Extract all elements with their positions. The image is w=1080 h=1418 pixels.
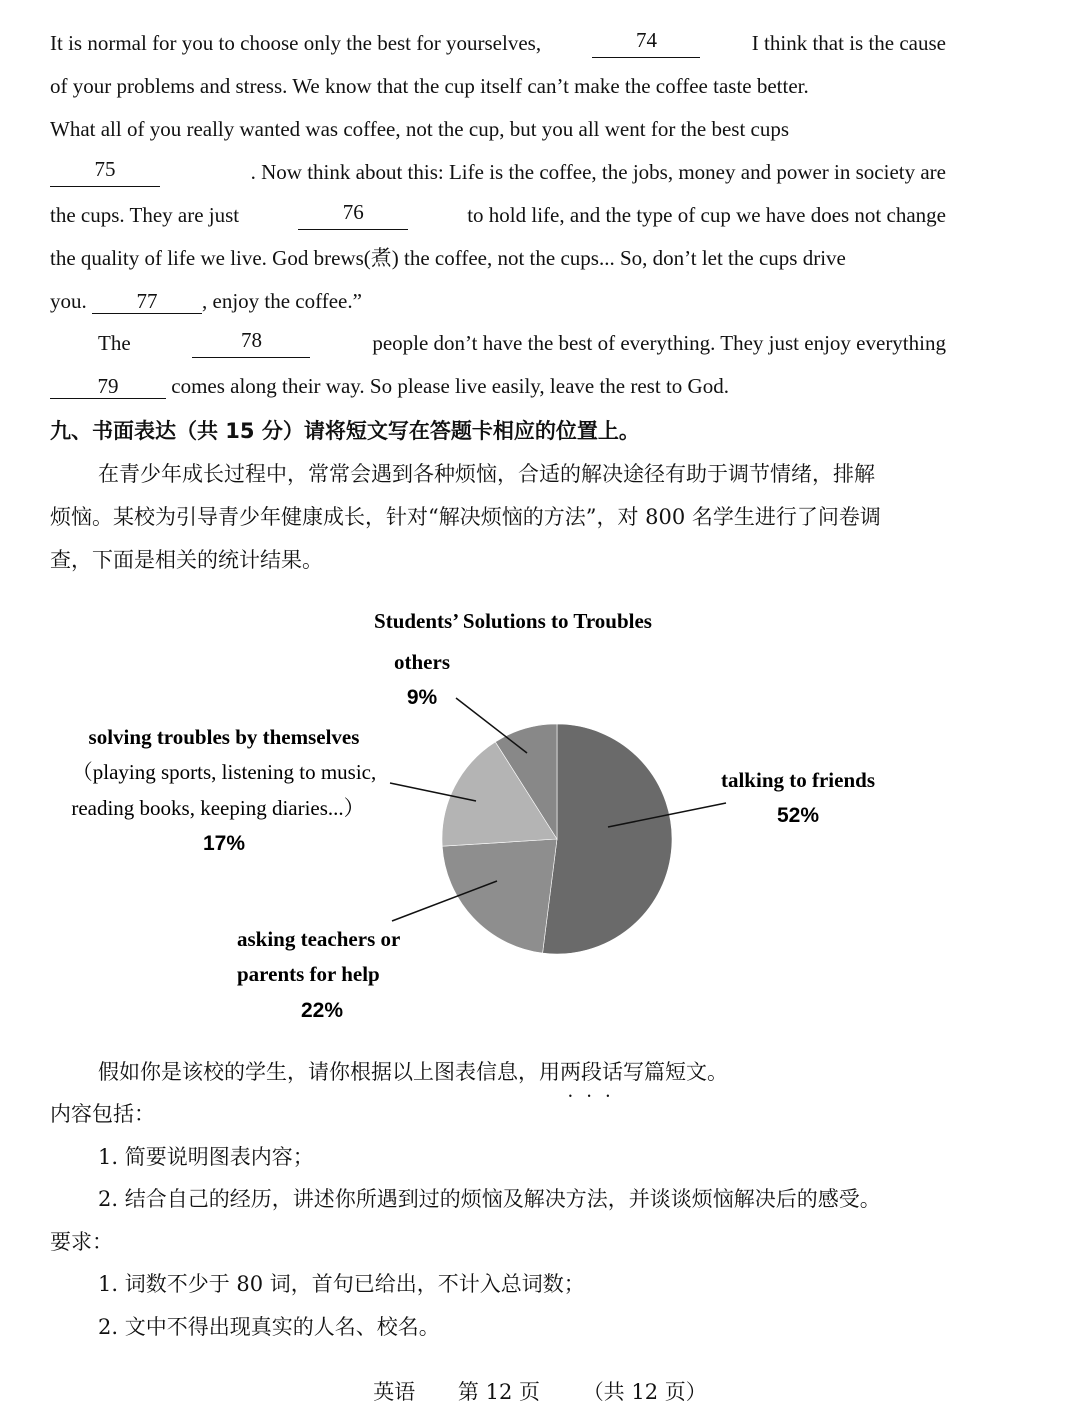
passage-text: What all of you really wanted was coffee, not the cup, but you all went for the best cups <box>50 117 790 141</box>
passage-text: The <box>98 331 131 355</box>
footer-total: （共 12 页） <box>582 1380 707 1404</box>
passage-text: comes along their way. So please live easily, leave the rest to God. <box>171 374 729 398</box>
label-self-line-1: solving troubles by themselves <box>88 725 360 749</box>
blank-78[interactable]: 78 <box>192 328 310 358</box>
requirement-item-1: 1. 词数不少于 80 词，首句已给出，不计入总词数； <box>98 1272 585 1296</box>
passage-text: the quality of life we live. God brews(煮) the coffee, not the cups... So, don’t let the cups drive <box>50 246 846 270</box>
prompt-emphasis: 两段话 ••• <box>560 1060 623 1084</box>
passage-line-7 <box>50 286 946 316</box>
prompt-line <box>98 1057 728 1087</box>
section-heading: 九、书面表达（共 15 分）请将短文写在答题卡相应的位置上。 <box>50 419 640 443</box>
content-item-1: 1. 简要说明图表内容； <box>98 1145 314 1169</box>
passage-line-5 <box>50 200 946 230</box>
footer-page: 第 12 页 <box>457 1380 540 1404</box>
content-item-2: 2. 结合自己的经历，讲述你所遇到过的烦恼及解决方法，并谈谈烦恼解决后的感受。 <box>98 1187 881 1211</box>
blank-76[interactable]: 76 <box>298 200 408 230</box>
pct-friends: 52% <box>776 804 820 827</box>
passage-line-4 <box>50 157 946 187</box>
blank-74[interactable]: 74 <box>592 28 700 58</box>
label-friends: talking to friends <box>720 768 876 792</box>
passage-line-9 <box>50 371 946 401</box>
passage-text: It is normal for you to choose only the best for yourselves, <box>50 31 542 55</box>
passage-line-1 <box>50 28 946 58</box>
passage-text: you. <box>50 289 87 313</box>
label-self-line-2: （playing sports, listening to music, <box>71 760 377 784</box>
prompt-text: 写篇短文。 <box>623 1060 728 1084</box>
passage-line-3 <box>50 114 946 144</box>
passage-text: people don’t have the best of everything. They just enjoy everything <box>372 331 946 355</box>
blank-79[interactable]: 79 <box>50 374 166 399</box>
label-teachers-line-2: parents for help <box>237 962 380 986</box>
passage-text: to hold life, and the type of cup we have does not change <box>467 203 946 227</box>
pie-slice-0 <box>543 724 672 954</box>
pct-teachers: 22% <box>300 999 344 1022</box>
passage-text: . Now think about this: Life is the coffee, the jobs, money and power in society are <box>250 160 946 184</box>
page-footer <box>0 1376 1080 1406</box>
passage-line-2 <box>50 71 946 101</box>
passage-line-6 <box>50 243 946 273</box>
requirements-label: 要求： <box>50 1230 113 1254</box>
intro-line-3: 查，下面是相关的统计结果。 <box>50 548 323 572</box>
passage-text: of your problems and stress. We know that the cup itself can’t make the coffee taste better. <box>50 74 809 98</box>
label-teachers-line-1: asking teachers or <box>237 927 401 951</box>
pct-others: 9% <box>406 686 438 709</box>
passage-text: the cups. They are just <box>50 203 240 227</box>
requirement-item-2: 2. 文中不得出现真实的人名、校名。 <box>98 1315 440 1339</box>
content-label: 内容包括： <box>50 1102 155 1126</box>
intro-line-2: 烦恼。某校为引导青少年健康成长，针对“解决烦恼的方法”，对 800 名学生进行了问卷调 <box>50 505 881 529</box>
passage-line-8 <box>50 328 946 358</box>
pct-self: 17% <box>202 832 246 855</box>
label-others: others <box>394 650 450 674</box>
passage-text: , enjoy the coffee.” <box>202 289 362 313</box>
label-self-line-3: reading books, keeping diaries...） <box>71 796 365 820</box>
blank-77[interactable]: 77 <box>92 289 202 314</box>
pie-slices <box>442 724 672 954</box>
prompt-text: 假如你是该校的学生，请你根据以上图表信息，用 <box>98 1060 560 1084</box>
blank-75[interactable]: 75 <box>50 157 160 187</box>
passage-text: I think that is the cause <box>751 31 946 55</box>
pie-chart <box>0 590 1080 1040</box>
chart-title: Students’ Solutions to Troubles <box>374 609 652 633</box>
intro-line-1: 在青少年成长过程中，常常会遇到各种烦恼，合适的解决途径有助于调节情绪，排解 <box>98 462 875 486</box>
footer-subject: 英语 <box>373 1380 416 1404</box>
